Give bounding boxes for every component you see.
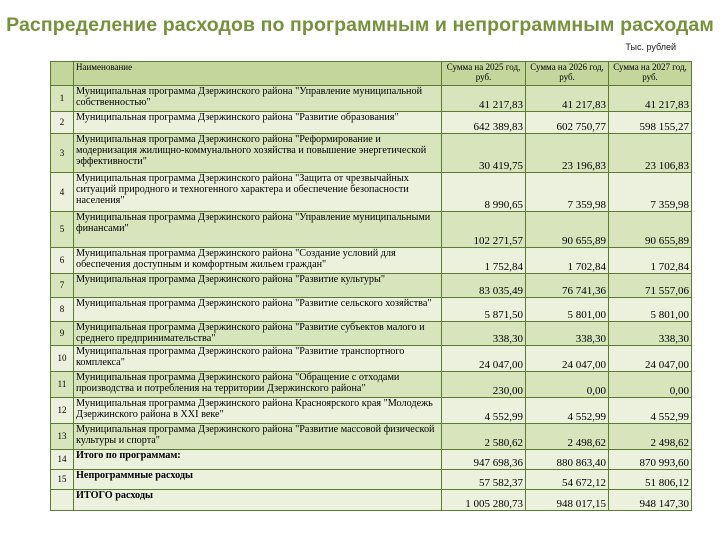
- row-value-2027: 2 498,62: [609, 424, 692, 450]
- row-value-2025: 642 389,83: [442, 112, 526, 134]
- row-value-2025: 102 271,57: [442, 212, 526, 248]
- row-number: 3: [51, 134, 74, 173]
- row-value-2026: 2 498,62: [526, 424, 609, 450]
- row-name: Муниципальная программа Дзержинского района "Управление муниципальными финансами": [74, 212, 442, 248]
- row-value-2027: 7 359,98: [609, 173, 692, 212]
- table-row: [51, 346, 692, 372]
- row-number: [51, 490, 74, 511]
- row-value-2026: 4 552,99: [526, 398, 609, 424]
- row-value-2025: 57 582,37: [442, 470, 526, 490]
- row-name: Муниципальная программа Дзержинского района "Развитие культуры": [74, 274, 442, 298]
- table-row: [51, 86, 692, 112]
- table-row: [51, 298, 692, 322]
- row-value-2025: 24 047,00: [442, 346, 526, 372]
- row-value-2027: 5 801,00: [609, 298, 692, 322]
- units-label: Тыс. рублей: [625, 42, 676, 52]
- table-row: [51, 248, 692, 274]
- row-number: 15: [51, 470, 74, 490]
- row-number: 10: [51, 346, 74, 372]
- row-name: Муниципальная программа Дзержинского района "Развитие образования": [74, 112, 442, 134]
- row-value-2026: 7 359,98: [526, 173, 609, 212]
- row-value-2025: 41 217,83: [442, 86, 526, 112]
- row-value-2025: 83 035,49: [442, 274, 526, 298]
- row-value-2026: 76 741,36: [526, 274, 609, 298]
- header-2025: Сумма на 2025 год, руб.: [442, 62, 526, 86]
- row-value-2025: 230,00: [442, 372, 526, 398]
- table-row: [51, 173, 692, 212]
- row-value-2026: 90 655,89: [526, 212, 609, 248]
- row-value-2027: 1 702,84: [609, 248, 692, 274]
- row-value-2025: 5 871,50: [442, 298, 526, 322]
- header-num-cell: [51, 62, 74, 86]
- row-value-2026: 602 750,77: [526, 112, 609, 134]
- row-name: Муниципальная программа Дзержинского района "Обращение с отходами производства и потребления на территории Дзержинского района": [74, 372, 442, 398]
- header-name: Наименование: [74, 62, 442, 86]
- row-value-2026: 24 047,00: [526, 346, 609, 372]
- row-number: 4: [51, 173, 74, 212]
- row-number: 7: [51, 274, 74, 298]
- row-value-2027: 598 155,27: [609, 112, 692, 134]
- page-title: Распределение расходов по программным и непрограммным расходам: [6, 14, 714, 36]
- row-number: 2: [51, 112, 74, 134]
- row-value-2026: 0,00: [526, 372, 609, 398]
- row-value-2027: 948 147,30: [609, 490, 692, 511]
- table-row: [51, 134, 692, 173]
- row-value-2026: 54 672,12: [526, 470, 609, 490]
- row-value-2027: 338,30: [609, 322, 692, 346]
- table-row: [51, 274, 692, 298]
- row-value-2026: 880 863,40: [526, 450, 609, 470]
- table-row: [51, 470, 692, 490]
- header-2027: Сумма на 2027 год, руб.: [609, 62, 692, 86]
- row-number: 8: [51, 298, 74, 322]
- row-value-2027: 51 806,12: [609, 470, 692, 490]
- table-body: [51, 86, 692, 511]
- row-name: Муниципальная программа Дзержинского района "Управление муниципальной собственностью": [74, 86, 442, 112]
- table-row: [51, 212, 692, 248]
- row-number: 12: [51, 398, 74, 424]
- row-value-2025: 338,30: [442, 322, 526, 346]
- table-row: [51, 322, 692, 346]
- row-value-2026: 1 702,84: [526, 248, 609, 274]
- row-name: Непрограммные расходы: [74, 470, 442, 490]
- table-row: [51, 372, 692, 398]
- row-value-2027: 71 557,06: [609, 274, 692, 298]
- row-number: 14: [51, 450, 74, 470]
- row-value-2025: 1 005 280,73: [442, 490, 526, 511]
- row-value-2026: 948 017,15: [526, 490, 609, 511]
- header-2026: Сумма на 2026 год, руб.: [526, 62, 609, 86]
- row-value-2027: 24 047,00: [609, 346, 692, 372]
- row-value-2027: 90 655,89: [609, 212, 692, 248]
- budget-table: [50, 61, 692, 511]
- row-value-2027: 870 993,60: [609, 450, 692, 470]
- row-value-2026: 5 801,00: [526, 298, 609, 322]
- row-number: 1: [51, 86, 74, 112]
- row-value-2027: 0,00: [609, 372, 692, 398]
- table-row: [51, 424, 692, 450]
- row-name: ИТОГО расходы: [74, 490, 442, 511]
- row-name: Итого по программам:: [74, 450, 442, 470]
- row-value-2025: 1 752,84: [442, 248, 526, 274]
- row-name: Муниципальная программа Дзержинского района "Защита от чрезвычайных ситуаций природного и техногенного характера и обеспечение безопасности населения": [74, 173, 442, 212]
- row-value-2025: 8 990,65: [442, 173, 526, 212]
- row-value-2025: 2 580,62: [442, 424, 526, 450]
- row-name: Муниципальная программа Дзержинского района Красноярского края "Молодежь Дзержинского района в XXI веке": [74, 398, 442, 424]
- row-name: Муниципальная программа Дзержинского района "Реформирование и модернизация жилищно-коммунального хозяйства и повышение энергетической эффективности": [74, 134, 442, 173]
- row-value-2025: 947 698,36: [442, 450, 526, 470]
- row-number: 9: [51, 322, 74, 346]
- row-value-2025: 30 419,75: [442, 134, 526, 173]
- table-row: [51, 112, 692, 134]
- row-name: Муниципальная программа Дзержинского района "Развитие массовой физической культуры и спорта": [74, 424, 442, 450]
- row-number: 5: [51, 212, 74, 248]
- row-name: Муниципальная программа Дзержинского района "Создание условий для обеспечения доступным и комфортным жильем граждан": [74, 248, 442, 274]
- table-row: [51, 398, 692, 424]
- row-value-2027: 23 106,83: [609, 134, 692, 173]
- row-value-2026: 23 196,83: [526, 134, 609, 173]
- row-value-2026: 41 217,83: [526, 86, 609, 112]
- table-row: [51, 450, 692, 470]
- row-name: Муниципальная программа Дзержинского района "Развитие сельского хозяйства": [74, 298, 442, 322]
- row-name: Муниципальная программа Дзержинского района "Развитие транспортного комплекса": [74, 346, 442, 372]
- row-number: 11: [51, 372, 74, 398]
- table-row: [51, 490, 692, 511]
- row-value-2025: 4 552,99: [442, 398, 526, 424]
- row-number: 6: [51, 248, 74, 274]
- row-number: 13: [51, 424, 74, 450]
- row-value-2026: 338,30: [526, 322, 609, 346]
- row-value-2027: 41 217,83: [609, 86, 692, 112]
- row-name: Муниципальная программа Дзержинского района "Развитие субъектов малого и среднего предпринимательства": [74, 322, 442, 346]
- row-value-2027: 4 552,99: [609, 398, 692, 424]
- table-header-row: [51, 62, 692, 86]
